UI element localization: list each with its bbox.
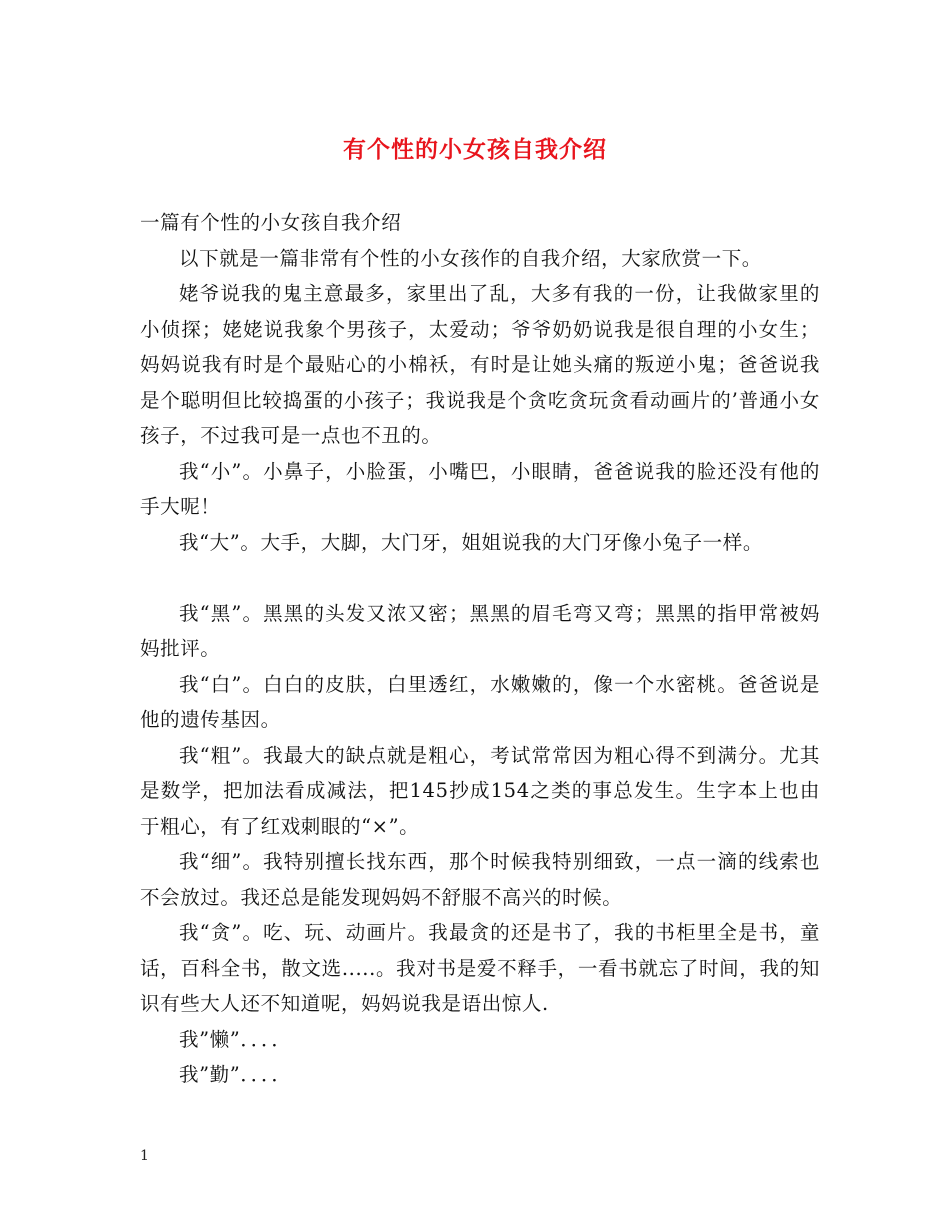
paragraph: 一篇有个性的小女孩自我介绍 bbox=[140, 211, 402, 234]
paragraph: 我“黑”。黑黑的头发又浓又密；黑黑的眉毛弯又弯；黑黑的指甲常被妈妈批评。 bbox=[140, 601, 820, 660]
paragraph: 我”勤”．．．． bbox=[179, 1063, 292, 1086]
paragraph: 我“大”。大手，大脚，大门牙，姐姐说我的大门牙像小兔子一样。 bbox=[179, 530, 763, 554]
document-title: 有个性的小女孩自我介绍 bbox=[343, 136, 607, 163]
paragraph: 我”懒”．．．． bbox=[179, 1027, 292, 1051]
document-body bbox=[140, 205, 820, 1093]
page-number: 1 bbox=[140, 1148, 149, 1164]
paragraph: 我“小”。小鼻子，小脸蛋，小嘴巴，小眼睛，爸爸说我的脸还没有他的手大呢！ bbox=[140, 459, 820, 518]
paragraph: 我“白”。白白的皮肤，白里透红，水嫩嫩的，像一个水密桃。爸爸说是他的遗传基因。 bbox=[140, 672, 820, 731]
paragraph: 姥爷说我的鬼主意最多，家里出了乱，大多有我的一份，让我做家里的小侦探；姥姥说我象个男孩子，太爱动；爷爷奶奶说我是很自理的小女生；妈妈说我有时是个最贴心的小棉袄，有时是让她头痛的叛逆小鬼；爸爸说我是个聪明但比较捣蛋的小孩子；我说我是个贪吃贪玩贪看动画片的’普通小女孩子，不过我可是一点也不丑的。 bbox=[140, 282, 820, 447]
paragraph: 我“贪”。吃、玩、动画片。我最贪的还是书了，我的书柜里全是书，童话，百科全书，散文选.....。我对书是爱不释手，一看书就忘了时间，我的知识有些大人还不知道呢，妈妈说我是语出惊人. bbox=[140, 921, 820, 1015]
paragraph: 我“粗”。我最大的缺点就是粗心，考试常常因为粗心得不到满分。尤其是数学，把加法看成减法，把145抄成154之类的事总发生。生字本上也由于粗心，有了红戏刺眼的“×”。 bbox=[140, 743, 820, 838]
paragraph: 我“细”。我特别擅长找东西，那个时候我特别细致，一点一滴的线索也不会放过。我还总是能发现妈妈不舒服不高兴的时候。 bbox=[140, 850, 820, 909]
paragraph: 以下就是一篇非常有个性的小女孩作的自我介绍，大家欣赏一下。 bbox=[179, 246, 762, 270]
